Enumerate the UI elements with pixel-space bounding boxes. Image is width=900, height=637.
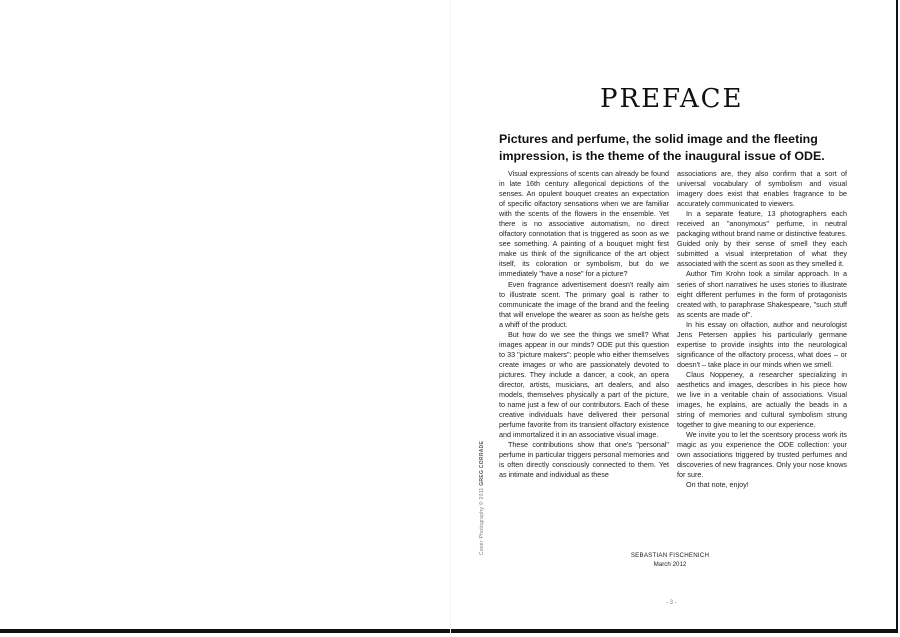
text-column-right (677, 169, 847, 491)
photo-credit (479, 441, 485, 555)
signature-block (600, 552, 740, 568)
body-paragraph: But how do we see the things we smell? What images appear in our minds? ODE put this question to 33 "picture makers": people who either themselves create images or who are passionately devoted to pictures. They include a dancer, a cook, an opera director, artists, musicians, art dealers, and also models, themselves physically a part of the picture, to name just a few of our contributors. Each of these creative individuals have delivered their personal perfume favorite from its transient olfactory existence and immortalized it in an associative visual image. (499, 329, 669, 440)
page-number: - 3 - (666, 600, 677, 606)
page-fold (450, 0, 451, 633)
body-paragraph: On that note, enjoy! (686, 480, 749, 490)
signature-date: March 2012 (653, 561, 687, 568)
credit-text: Cover Photography © 2011 (479, 487, 485, 555)
body-paragraph: Claus Noppeney, a researcher specializing in aesthetics and images, describes in his piece how we live in a veritable chain of associations. Visual images, he explains, are actually the beads in a string of memories and cultural symbolism strung together to give meaning to our experience. (677, 369, 847, 430)
lede-paragraph: Pictures and perfume, the solid image and the fleeting impression, is the theme of the inaugural issue of ODE. (499, 132, 825, 163)
body-paragraph: Author Tim Krohn took a similar approach. In a series of short narratives he uses stories to illustrate eight different perfumes in the form of protagonists created with, to paraphrase Shakespeare, "such stuff as scents are made of". (677, 269, 847, 319)
body-paragraph: We invite you to let the scentsory process work its magic as you experience the ODE collection: your own associations triggered by trusted perfumes and discoveries of new fragrances. Only your nose knows for sure. (677, 430, 847, 480)
page-title: PREFACE (600, 84, 744, 114)
signature-name: SEBASTIAN FISCHENICH (630, 552, 710, 559)
body-paragraph: In his essay on olfaction, author and neurologist Jens Petersen applies his particularly germane expertise to provide insights into the neurological significance of the olfactory process, what does – or doesn't – take place in our minds when we smell. (677, 319, 847, 369)
body-paragraph: These contributions show that one's "personal" perfume in particular triggers personal memories and is often directly consciously connected to them. Yet as intimate and individual as these (499, 440, 669, 480)
body-paragraph: In a separate feature, 13 photographers each received an "anonymous" perfume, in neutral packaging without brand name or distinctive features. Guided only by their sense of smell they each submitted a visual interpretation of what they associated with the scent as soon as they smelled it. (677, 209, 847, 269)
body-paragraph: Even fragrance advertisement doesn't really aim to illustrate scent. The primary goal is rather to communicate the image of the brand and the feeling that will envelope the wearer as soon as he/she gets a whiff of the product. (499, 279, 669, 329)
body-paragraph: associations are, they also confirm that a sort of universal vocabulary of symbolism and visual imagery does exist that enables fragrance to be accurately communicated to viewers. (677, 169, 847, 209)
body-paragraph: Visual expressions of scents can already be found in late 16th century allegorical depictions of the senses. An opulent bouquet creates an expectation of specific olfactory sensations when we are familiar with the scents of the flowers in the ensemble. Yet there is no associative automatism, no direct olfactory connotation that is triggered as soon as we see something. A painting of a bouquet might first make us think of the significance of the art object itself, its coloration or symbolism, but do we immediately "have a nose" for a picture? (499, 169, 669, 279)
credit-name: GREG CORRADE (479, 440, 485, 486)
text-column-left (499, 169, 669, 480)
